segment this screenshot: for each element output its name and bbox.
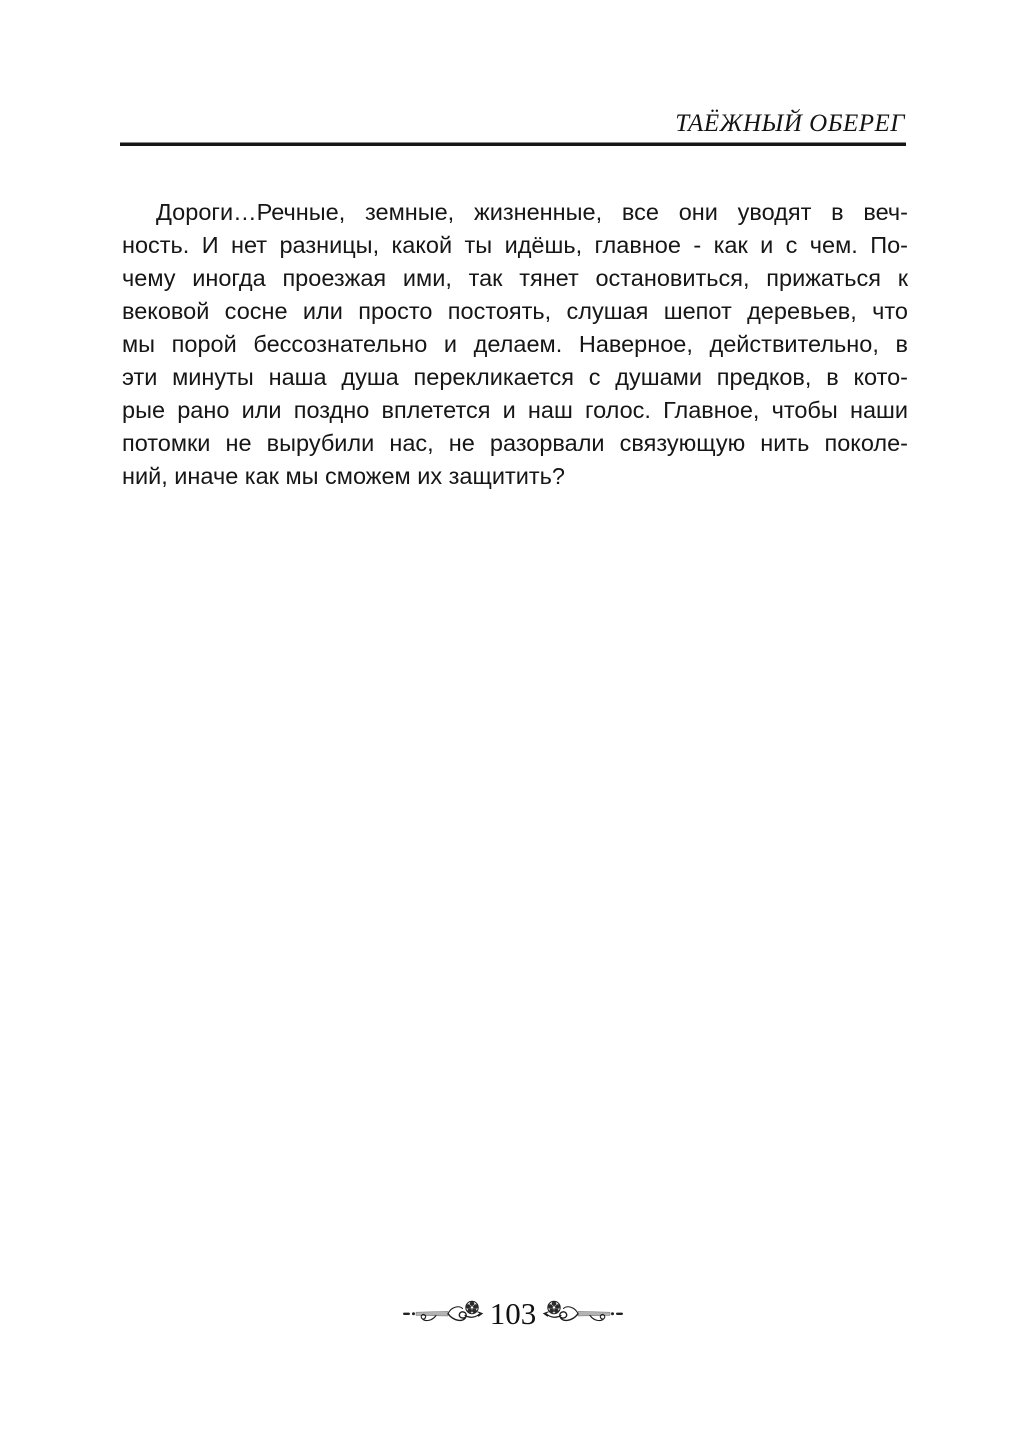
paragraph-line: вековой сосне или просто постоять, слушая шепот деревьев, что (122, 298, 908, 324)
paragraph (122, 196, 908, 493)
paragraph-line: ность. И нет разницы, какой ты идёшь, главное - как и с чем. По- (122, 232, 908, 258)
paragraph-line: потомки не вырубили нас, не разорвали связующую нить поколе- (122, 430, 908, 456)
page-number: 103 (489, 1296, 537, 1331)
paragraph-line: мы порой бессознательно и делаем. Наверное, действительно, в (122, 331, 908, 357)
paragraph-line: Дороги…Речные, земные, жизненные, все они уводят в веч- (156, 199, 908, 225)
rosette-icon (466, 1301, 478, 1313)
paragraph-line: рые рано или поздно вплетется и наш голос. Главное, чтобы наши (122, 397, 908, 423)
header-rule (120, 142, 906, 146)
paragraph-line: эти минуты наша душа перекликается с душами предков, в кото- (122, 364, 908, 390)
floral-flourish-left-icon (402, 1294, 484, 1334)
paragraph-line: чему иногда проезжая ими, так тянет остановиться, прижаться к (122, 265, 908, 291)
running-header: ТАЁЖНЫЙ ОБЕРЕГ (675, 110, 905, 137)
footer-ornament (0, 1294, 1026, 1334)
rosette-icon (548, 1301, 560, 1313)
floral-flourish-right-icon (542, 1294, 624, 1334)
paragraph-line: ний, иначе как мы сможем их защитить? (122, 463, 565, 489)
